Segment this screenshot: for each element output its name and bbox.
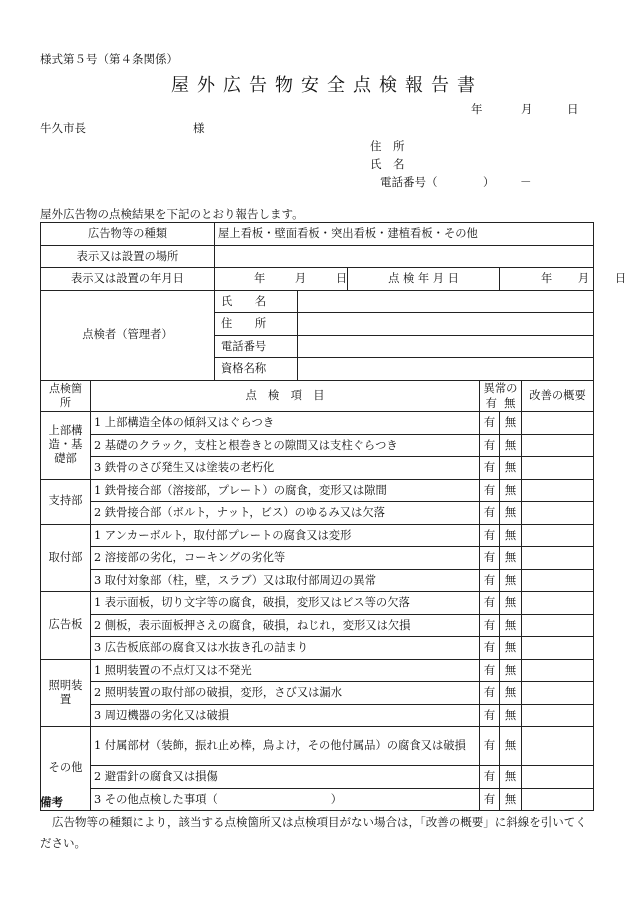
inspection-item: 3 鉄骨のさび発生又は塗装の老朽化 <box>91 457 480 480</box>
improvement-cell[interactable] <box>522 412 594 435</box>
section-name: 広告板 <box>41 592 91 660</box>
yes-no-header: 有 無 <box>485 396 516 410</box>
yes-option[interactable]: 有 <box>480 502 500 525</box>
recipient: 牛久市長 <box>40 121 86 135</box>
yes-option[interactable]: 有 <box>480 637 500 660</box>
date-year: 年 <box>471 102 483 116</box>
yes-option[interactable]: 有 <box>480 659 500 682</box>
items-header: 点 検 項 目 <box>91 380 480 412</box>
no-option[interactable]: 無 <box>500 457 522 480</box>
no-option[interactable]: 無 <box>500 704 522 727</box>
yes-option[interactable]: 有 <box>480 682 500 705</box>
yes-option[interactable]: 有 <box>480 592 500 615</box>
date-month: 月 <box>521 102 533 116</box>
no-option[interactable]: 無 <box>500 547 522 570</box>
no-option[interactable]: 無 <box>500 788 522 811</box>
no-option[interactable]: 無 <box>500 727 522 766</box>
no-option[interactable]: 無 <box>500 502 522 525</box>
notes-text: 広告物等の種類により，該当する点検箇所又は点検項目がない場合は，「改善の概要」に斜線を引いてください。 <box>40 815 587 850</box>
honorific: 様 <box>193 121 205 135</box>
inspection-item: 2 避雷針の腐食又は損傷 <box>91 766 480 789</box>
improvement-cell[interactable] <box>522 614 594 637</box>
inspector-label: 点検者（管理者） <box>41 290 215 380</box>
no-option[interactable]: 無 <box>500 637 522 660</box>
section-name: 取付部 <box>41 524 91 592</box>
reporter-phone-dash: － <box>520 175 532 189</box>
type-value: 屋上看板・壁面看板・突出看板・建植看板・その他 <box>215 223 594 246</box>
place-value[interactable] <box>215 245 594 268</box>
yes-option[interactable]: 有 <box>480 457 500 480</box>
improvement-cell[interactable] <box>522 524 594 547</box>
yes-option[interactable]: 有 <box>480 766 500 789</box>
inspection-item: 2 溶接部の劣化，コーキングの劣化等 <box>91 547 480 570</box>
inspection-item: 3 周辺機器の劣化又は破損 <box>91 704 480 727</box>
no-option[interactable]: 無 <box>500 766 522 789</box>
no-option[interactable]: 無 <box>500 434 522 457</box>
improvement-cell[interactable] <box>522 434 594 457</box>
no-option[interactable]: 無 <box>500 479 522 502</box>
install-year: 年 <box>254 272 266 286</box>
no-option[interactable]: 無 <box>500 569 522 592</box>
inspection-item: 3 広告板底部の腐食又は水抜き孔の詰まり <box>91 637 480 660</box>
inspection-item: 2 側板，表示面板押さえの腐食，破損，ねじれ，変形又は欠損 <box>91 614 480 637</box>
install-month: 月 <box>294 272 307 286</box>
inspection-date-value[interactable] <box>500 268 627 291</box>
improvement-cell[interactable] <box>522 637 594 660</box>
form-number: 様式第５号（第４条関係） <box>40 52 178 66</box>
improvement-cell[interactable] <box>522 479 594 502</box>
install-date-value[interactable] <box>215 268 348 291</box>
notes-title: 備考 <box>40 795 63 809</box>
yes-option[interactable]: 有 <box>480 547 500 570</box>
improvement-header: 改善の概要 <box>522 380 594 412</box>
improvement-cell[interactable] <box>522 457 594 480</box>
no-option[interactable]: 無 <box>500 412 522 435</box>
yes-option[interactable]: 有 <box>480 727 500 766</box>
inspector-qualification-value[interactable] <box>298 358 594 381</box>
type-label: 広告物等の種類 <box>41 223 215 246</box>
intro-text: 屋外広告物の点検結果を下記のとおり報告します。 <box>40 207 304 221</box>
improvement-cell[interactable] <box>522 592 594 615</box>
improvement-cell[interactable] <box>522 569 594 592</box>
page-title: 屋外広告物安全点検報告書 <box>171 75 483 96</box>
yes-option[interactable]: 有 <box>480 524 500 547</box>
inspection-day: 日 <box>614 272 627 286</box>
yes-option[interactable]: 有 <box>480 479 500 502</box>
inspection-item: 3 取付対象部（柱，壁，スラブ）又は取付部周辺の異常 <box>91 569 480 592</box>
inspection-item: 1 付属部材（装飾，振れ止め棒，鳥よけ，その他付属品）の腐食又は破損 <box>91 727 480 766</box>
improvement-cell[interactable] <box>522 788 594 811</box>
section-name: 支持部 <box>41 479 91 524</box>
yes-option[interactable]: 有 <box>480 569 500 592</box>
inspection-item: 1 照明装置の不点灯又は不発光 <box>91 659 480 682</box>
no-option[interactable]: 無 <box>500 659 522 682</box>
section-name: その他 <box>41 727 91 811</box>
inspector-address-label: 住 所 <box>215 313 298 336</box>
install-date-label: 表示又は設置の年月日 <box>41 268 215 291</box>
inspection-item: 1 アンカーボルト，取付部プレートの腐食又は変形 <box>91 524 480 547</box>
reporter-name-label: 氏 名 <box>370 157 405 171</box>
inspection-item: 2 照明装置の取付部の破損，変形，さび又は漏水 <box>91 682 480 705</box>
yes-option[interactable]: 有 <box>480 412 500 435</box>
improvement-cell[interactable] <box>522 727 594 766</box>
improvement-cell[interactable] <box>522 547 594 570</box>
reporter-phone-label: 電話番号（ <box>380 175 438 189</box>
improvement-cell[interactable] <box>522 502 594 525</box>
install-day: 日 <box>335 272 348 286</box>
improvement-cell[interactable] <box>522 704 594 727</box>
improvement-cell[interactable] <box>522 659 594 682</box>
improvement-cell[interactable] <box>522 766 594 789</box>
abnormal-label: 異常の <box>483 381 518 395</box>
no-option[interactable]: 無 <box>500 682 522 705</box>
yes-option[interactable]: 有 <box>480 614 500 637</box>
date-day: 日 <box>567 102 579 116</box>
section-name: 照明装置 <box>41 659 91 727</box>
inspection-item: 2 鉄骨接合部（ボルト，ナット，ビス）のゆるみ又は欠落 <box>91 502 480 525</box>
location-header: 点検箇所 <box>41 380 91 412</box>
inspector-qualification-label: 資格名称 <box>215 358 298 381</box>
yes-option[interactable]: 有 <box>480 704 500 727</box>
reporter-phone-close: ） <box>483 175 495 189</box>
inspector-name-label: 氏 名 <box>215 290 298 313</box>
inspection-item: 2 基礎のクラック，支柱と根巻きとの隙間又は支柱ぐらつき <box>91 434 480 457</box>
yes-option[interactable]: 有 <box>480 788 500 811</box>
no-option[interactable]: 無 <box>500 524 522 547</box>
inspection-item: 1 表示面板，切り文字等の腐食，破損，変形又はビス等の欠落 <box>91 592 480 615</box>
inspector-phone-label: 電話番号 <box>215 335 298 358</box>
inspection-item: 1 上部構造全体の傾斜又はぐらつき <box>91 412 480 435</box>
inspection-date-label: 点 検 年 月 日 <box>348 268 500 291</box>
inspector-address-value[interactable] <box>298 313 594 336</box>
inspector-name-value[interactable] <box>298 290 594 313</box>
no-option[interactable]: 無 <box>500 614 522 637</box>
inspection-year: 年 <box>541 272 553 286</box>
inspection-item: 1 鉄骨接合部（溶接部，プレート）の腐食，変形又は隙間 <box>91 479 480 502</box>
section-name: 上部構造・基礎部 <box>41 412 91 480</box>
improvement-cell[interactable] <box>522 682 594 705</box>
no-option[interactable]: 無 <box>500 592 522 615</box>
place-label: 表示又は設置の場所 <box>41 245 215 268</box>
inspection-table <box>40 222 627 811</box>
yes-option[interactable]: 有 <box>480 434 500 457</box>
inspector-phone-value[interactable] <box>298 335 594 358</box>
inspection-month: 月 <box>577 272 590 286</box>
abnormal-header <box>480 380 522 412</box>
inspection-item: 3 その他点検した事項（ ） <box>91 788 480 811</box>
reporter-address-label: 住 所 <box>370 139 405 153</box>
